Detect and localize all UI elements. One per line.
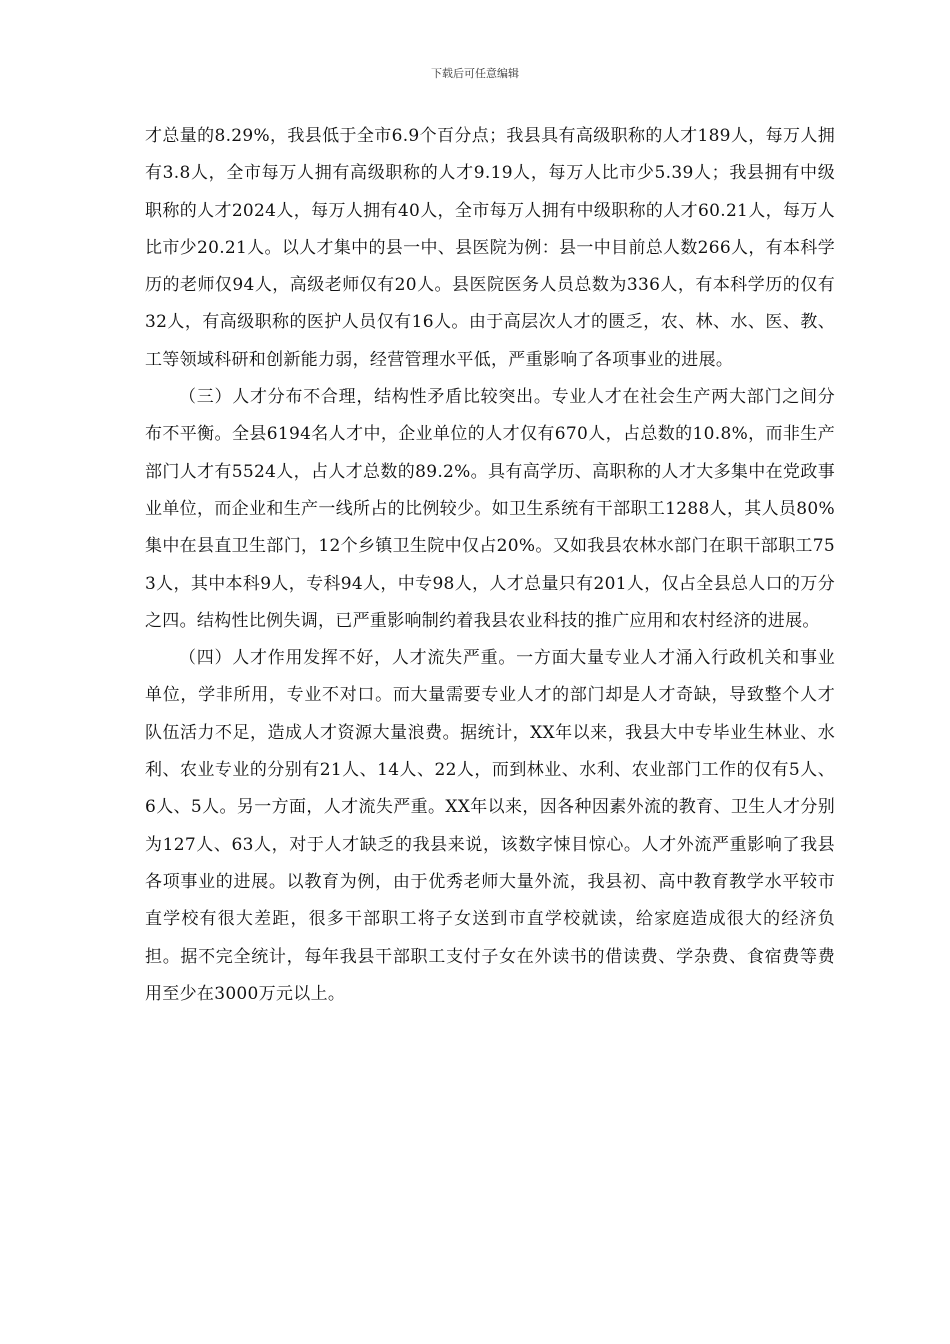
paragraph-3: （四）人才作用发挥不好，人才流失严重。一方面大量专业人才涌入行政机关和事业单位，学非所用，专业不对口。而大量需要专业人才的部门却是人才奇缺，导致整个人才队伍活力不足，造成人才资源大量浪费。据统计，XX年以来，我县大中专毕业生林业、水利、农业专业的分别有21人、14人、22人，而到林业、水利、农业部门工作的仅有5人、6人、5人。另一方面，人才流失严重。XX年以来，因各种因素外流的教育、卫生人才分别为127人、63人，对于人才缺乏的我县来说，该数字悚目惊心。人才外流严重影响了我县各项事业的进展。以教育为例，由于优秀老师大量外流，我县初、高中教育教学水平较市直学校有很大差距，很多干部职工将子女送到市直学校就读，给家庭造成很大的经济负担。据不完全统计，每年我县干部职工支付子女在外读书的借读费、学杂费、食宿费等费用至少在3000万元以上。 (145, 648, 835, 1004)
paragraph-2: （三）人才分布不合理，结构性矛盾比较突出。专业人才在社会生产两大部门之间分布不平衡。全县6194名人才中，企业单位的人才仅有670人，占总数的10.8%，而非生产部门人才有5524人，占人才总数的89.2%。具有高学历、高职称的人才大多集中在党政事业单位，而企业和生产一线所占的比例较少。如卫生系统有干部职工1288人，其人员80%集中在县直卫生部门，12个乡镇卫生院中仅占20%。又如我县农林水部门在职干部职工753人，其中本科9人，专科94人，中专98人，人才总量只有201人，仅占全县总人口的万分之四。结构性比例失调，已严重影响制约着我县农业科技的推广应用和农村经济的进展。 (145, 387, 835, 631)
page-header: 下载后可任意编辑 (431, 67, 519, 80)
document-body (145, 118, 835, 1013)
paragraph-1: 才总量的8.29%，我县低于全市6.9个百分点；我县具有高级职称的人才189人，每万人拥有3.8人，全市每万人拥有高级职称的人才9.19人，每万人比市少5.39人；我县拥有中级职称的人才2024人，每万人拥有40人，全市每万人拥有中级职称的人才60.21人，每万人比市少20.21人。以人才集中的县一中、县医院为例：县一中目前总人数266人，有本科学历的老师仅94人，高级老师仅有20人。县医院医务人员总数为336人，有本科学历的仅有32人，有高级职称的医护人员仅有16人。由于高层次人才的匮乏，农、林、水、医、教、工等领域科研和创新能力弱，经营管理水平低，严重影响了各项事业的进展。 (145, 126, 835, 370)
